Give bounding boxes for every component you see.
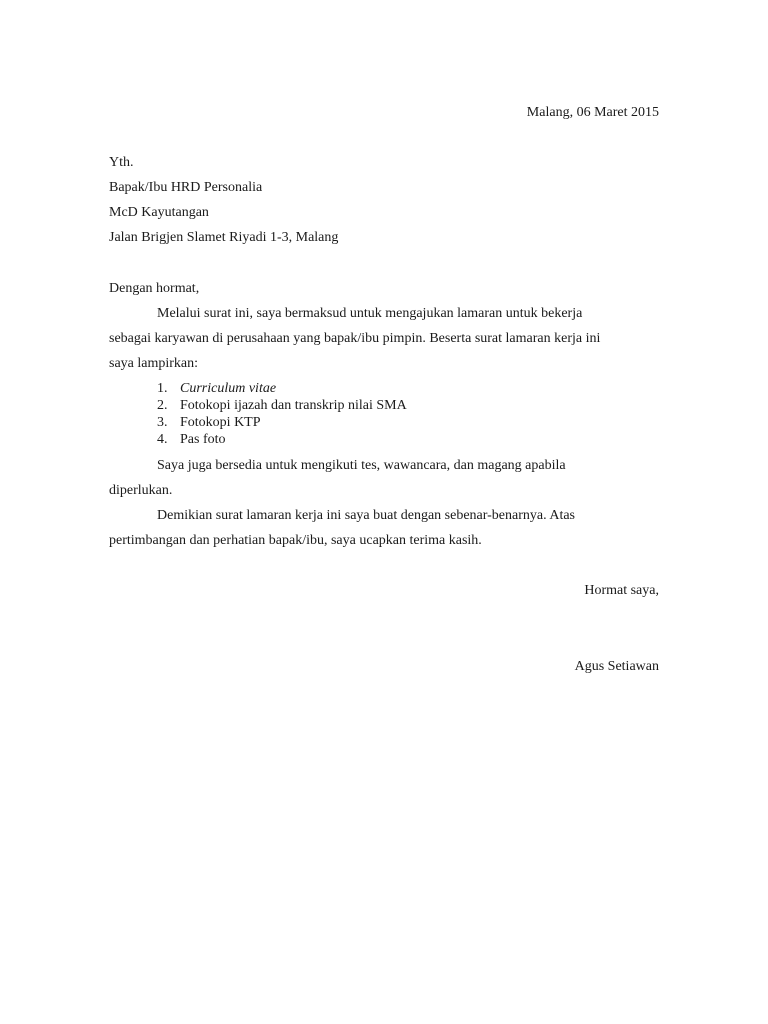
paragraph2-line2: diperlukan. bbox=[109, 483, 173, 498]
closing: Hormat saya, bbox=[584, 583, 659, 598]
attachment-number: 4. bbox=[157, 432, 168, 447]
recipient-address: Jalan Brigjen Slamet Riyadi 1-3, Malang bbox=[109, 230, 339, 245]
attachment-number: 2. bbox=[157, 398, 168, 413]
paragraph2-line1: Saya juga bersedia untuk mengikuti tes, wawancara, dan magang apabila bbox=[157, 458, 566, 473]
recipient-name: Bapak/Ibu HRD Personalia bbox=[109, 180, 263, 195]
attachment-number: 1. bbox=[157, 381, 168, 396]
paragraph3-line1: Demikian surat lamaran kerja ini saya buat dengan sebenar-benarnya. Atas bbox=[157, 508, 575, 523]
recipient-company: McD Kayutangan bbox=[109, 205, 209, 220]
attachment-number: 3. bbox=[157, 415, 168, 430]
signer-name: Agus Setiawan bbox=[574, 659, 659, 674]
attachment-item: Fotokopi KTP bbox=[180, 415, 261, 430]
attachment-item: Pas foto bbox=[180, 432, 226, 447]
paragraph1-line3: saya lampirkan: bbox=[109, 356, 199, 371]
paragraph1-line2: sebagai karyawan di perusahaan yang bapak/ibu pimpin. Beserta surat lamaran kerja ini bbox=[109, 331, 601, 346]
attachment-item: Curriculum vitae bbox=[180, 381, 277, 396]
attachment-item: Fotokopi ijazah dan transkrip nilai SMA bbox=[180, 398, 407, 413]
greeting: Dengan hormat, bbox=[109, 281, 200, 296]
paragraph1-line1: Melalui surat ini, saya bermaksud untuk mengajukan lamaran untuk bekerja bbox=[157, 306, 583, 321]
date-line: Malang, 06 Maret 2015 bbox=[526, 105, 659, 120]
paragraph3-line2: pertimbangan dan perhatian bapak/ibu, saya ucapkan terima kasih. bbox=[109, 533, 482, 548]
recipient-salutation: Yth. bbox=[109, 155, 134, 170]
